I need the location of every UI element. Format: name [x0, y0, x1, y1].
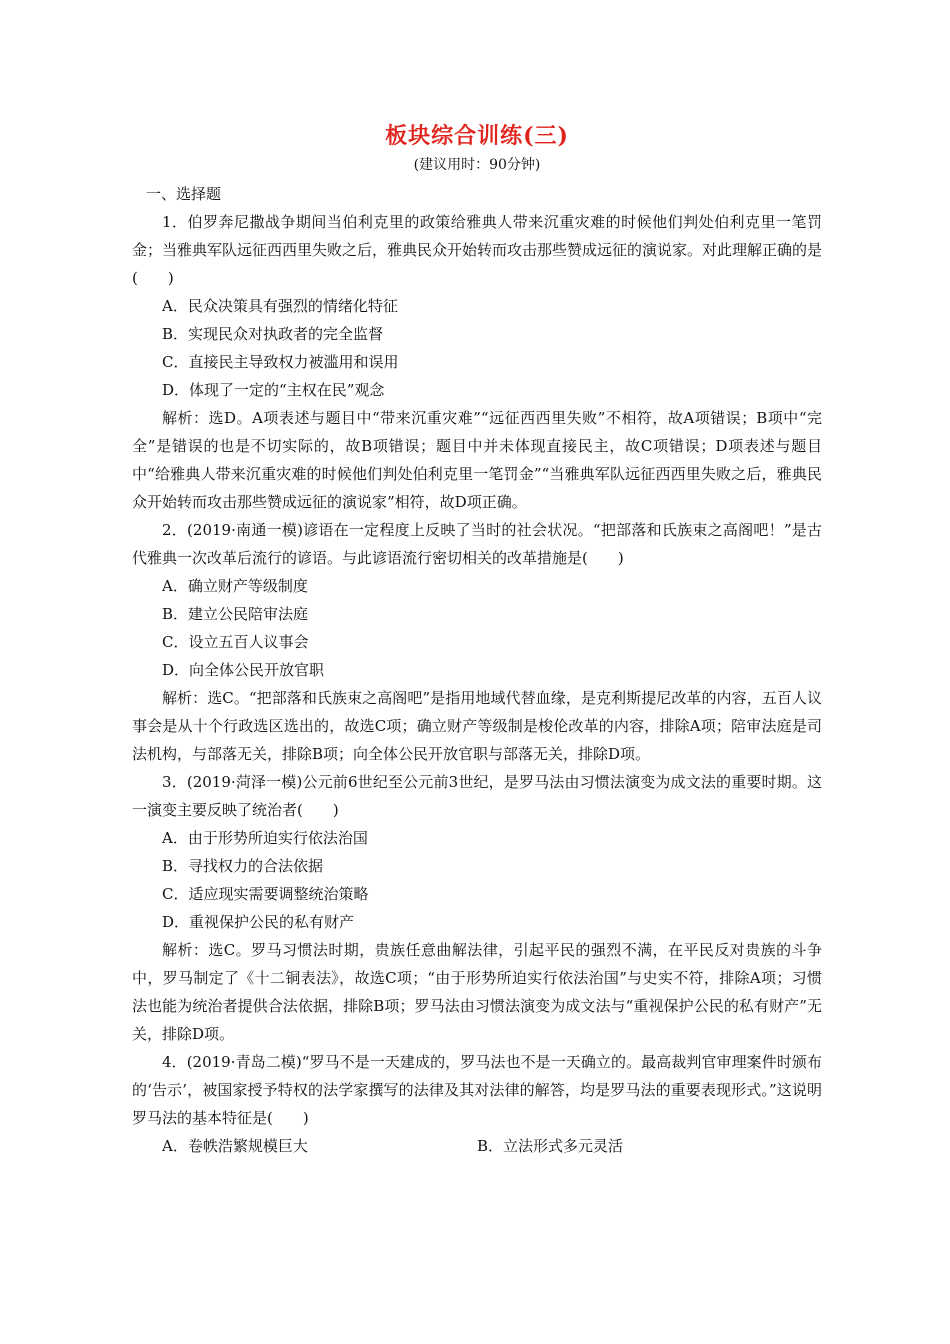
question-stem: 1．伯罗奔尼撒战争期间当伯利克里的政策给雅典人带来沉重灾难的时候他们判处伯利克里一笔罚金；当雅典军队远征西西里失败之后，雅典民众开始转而攻击那些赞成远征的演说家。对此理解正确的是( )	[132, 213, 823, 287]
option-c: C．直接民主导致权力被滥用和误用	[162, 353, 399, 371]
option-b: B．寻找权力的合法依据	[162, 857, 324, 875]
question-stem: 2．(2019·南通一模)谚语在一定程度上反映了当时的社会状况。“把部落和氏族束之高阁吧！”是古代雅典一次改革后流行的谚语。与此谚语流行密切相关的改革措施是( )	[132, 521, 822, 567]
option-d: D．重视保护公民的私有财产	[162, 913, 355, 931]
question-2	[132, 516, 822, 768]
option-b: B．实现民众对执政者的完全监督	[162, 325, 384, 343]
option-a: A．卷帙浩繁规模巨大	[162, 1137, 308, 1155]
option-a: A．由于形势所迫实行依法治国	[162, 829, 368, 847]
question-1	[132, 208, 822, 516]
section-heading: 一、选择题	[146, 185, 222, 203]
question-stem: 4．(2019·青岛二模)“罗马不是一天建成的，罗马法也不是一天确立的。最高裁判官审理案件时颁布的‘告示’，被国家授予特权的法学家撰写的法律及其对法律的解答，均是罗马法的重要表现形式。”这说明罗马法的基本特征是( )	[132, 1053, 822, 1127]
analysis: 解析：选C。罗马习惯法时期，贵族任意曲解法律，引起平民的强烈不满，在平民反对贵族的斗争中，罗马制定了《十二铜表法》，故选C项；“由于形势所迫实行依法治国”与史实不符，排除A项；习惯法也能为统治者提供合法依据，排除B项；罗马法由习惯法演变为成文法与“重视保护公民的私有财产”无关，排除D项。	[132, 941, 822, 1043]
page-subtitle: (建议用时：90分钟)	[413, 157, 541, 173]
option-row	[132, 1132, 822, 1160]
page-title: 板块综合训练(三)	[385, 123, 569, 149]
option-a: A．民众决策具有强烈的情绪化特征	[162, 297, 398, 315]
option-a: A．确立财产等级制度	[162, 577, 308, 595]
question-3	[132, 768, 822, 1048]
analysis: 解析：选D。A项表述与题目中“带来沉重灾难”“远征西西里失败”不相符，故A项错误；B项中“完全”是错误的也是不切实际的，故B项错误；题目中并未体现直接民主，故C项错误；D项表述与题目中“给雅典人带来沉重灾难的时候他们判处伯利克里一笔罚金”“当雅典军队远征西西里失败之后，雅典民众开始转而攻击那些赞成远征的演说家”相符，故D项正确。	[132, 409, 822, 511]
document-page	[132, 118, 822, 1160]
analysis: 解析：选C。“把部落和氏族束之高阁吧”是指用地域代替血缘，是克利斯提尼改革的内容，五百人议事会是从十个行政选区选出的，故选C项；确立财产等级制是梭伦改革的内容，排除A项；陪审法庭是司法机构，与部落无关，排除B项；向全体公民开放官职与部落无关，排除D项。	[132, 689, 822, 763]
option-b: B．建立公民陪审法庭	[162, 605, 309, 623]
option-c: C．适应现实需要调整统治策略	[162, 885, 369, 903]
option-b: B．立法形式多元灵活	[477, 1137, 624, 1155]
option-d: D．体现了一定的“主权在民”观念	[162, 381, 385, 399]
option-c: C．设立五百人议事会	[162, 633, 309, 651]
option-d: D．向全体公民开放官职	[162, 661, 325, 679]
question-stem: 3．(2019·菏泽一模)公元前6世纪至公元前3世纪，是罗马法由习惯法演变为成文法的重要时期。这一演变主要反映了统治者( )	[132, 773, 822, 819]
question-4	[132, 1048, 822, 1160]
